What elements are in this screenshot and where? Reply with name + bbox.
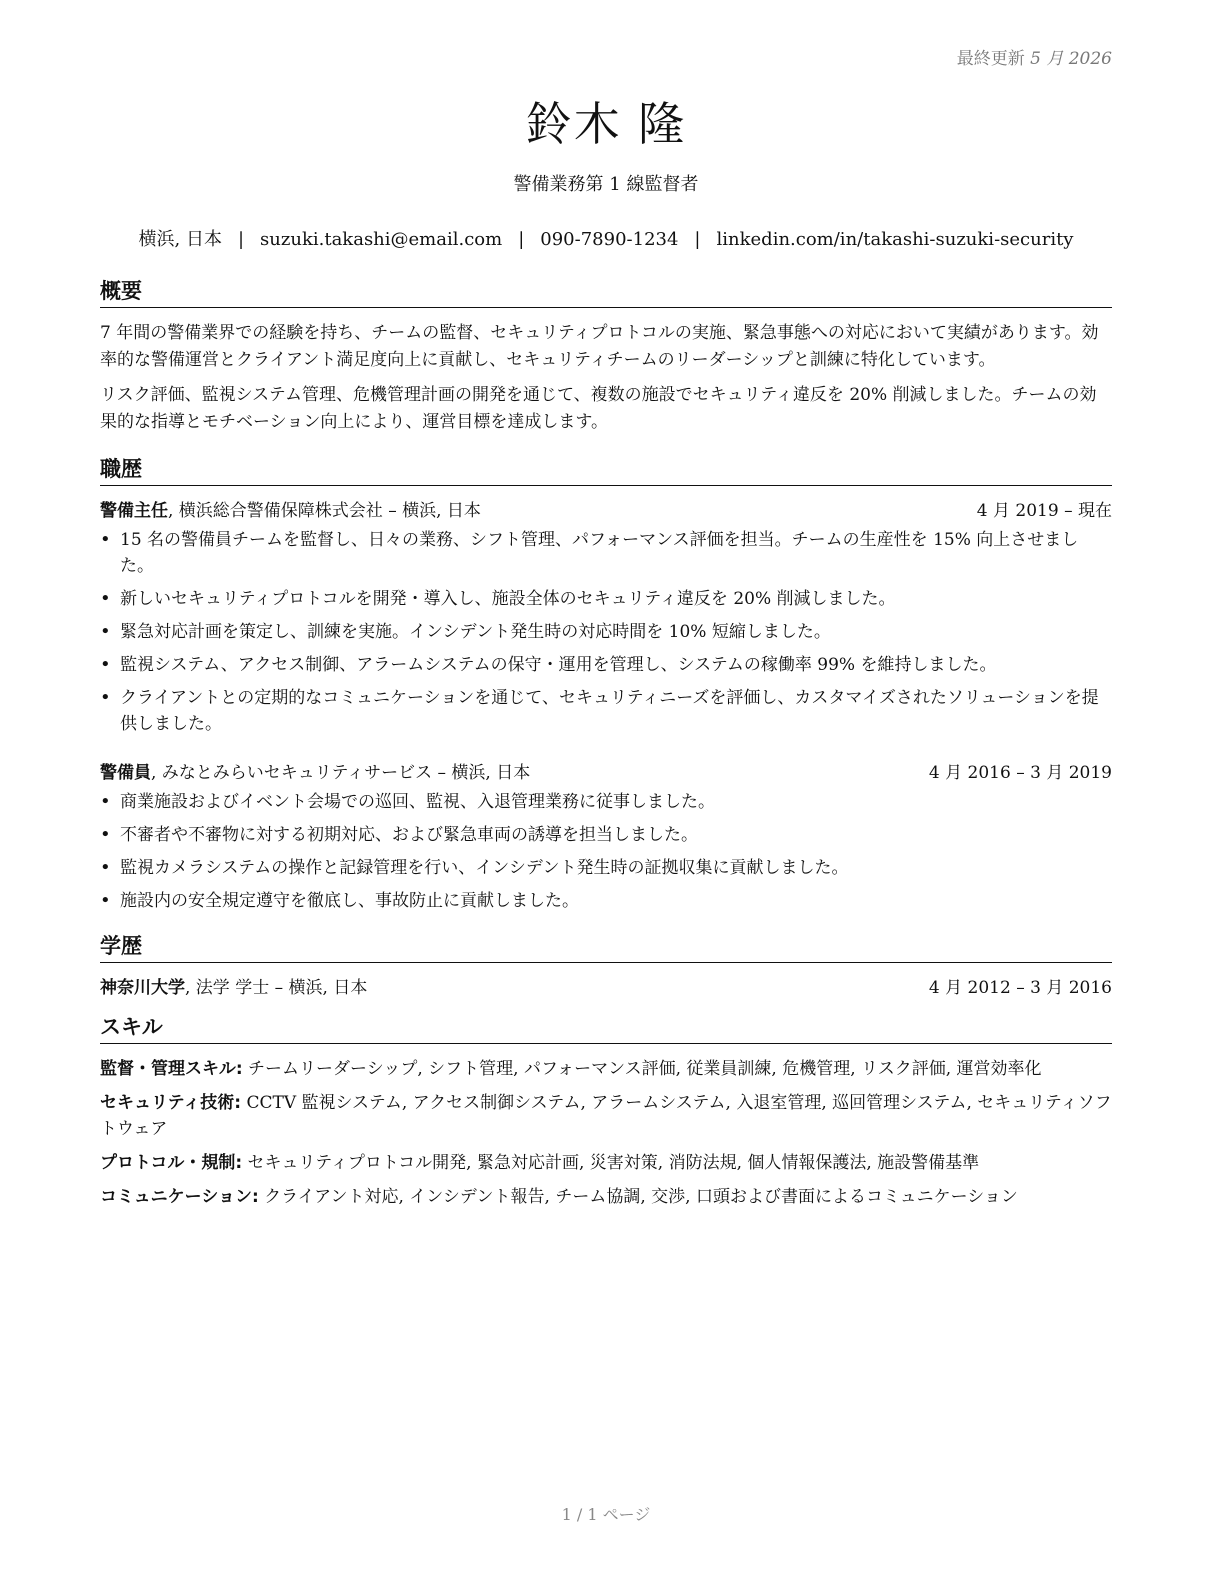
education-school: 神奈川大学 xyxy=(100,978,185,998)
skill-label: コミュニケーション: xyxy=(100,1187,259,1207)
contact-phone: 090-7890-1234 xyxy=(540,229,679,250)
skill-row xyxy=(100,1150,1112,1176)
education-detail: , 法学 学士 – 横浜, 日本 xyxy=(185,978,368,998)
job-header xyxy=(100,760,1112,787)
experience-section xyxy=(100,454,1112,914)
skill-value: CCTV 監視システム, アクセス制御システム, アラームシステム, 入退室管理, 巡回管理システム, セキュリティソフトウェア xyxy=(100,1093,1112,1139)
job-title-line xyxy=(100,498,481,525)
job-bullet: • 商業施設およびイベント会場での巡回、監視、入退管理業務に従事しました。 xyxy=(100,789,1112,815)
job-title-line xyxy=(100,760,530,787)
education-dates: 4 月 2012 – 3 月 2016 xyxy=(928,978,1112,998)
contact-separator: | xyxy=(694,229,701,250)
resume-content xyxy=(100,276,1112,1218)
experience-heading: 職歴 xyxy=(100,454,1112,486)
summary-section xyxy=(100,276,1112,436)
summary-paragraph: 7 年間の警備業界での経験を持ち、チームの監督、セキュリティプロトコルの実施、緊急事態への対応において実績があります。効率的な警備運営とクライアント満足度向上に貢献し、セキュリティチームのリーダーシップと訓練に特化しています。 xyxy=(100,323,1099,370)
last-updated-label: 最終更新 xyxy=(956,49,1025,69)
job-bullet: • 新しいセキュリティプロトコルを開発・導入し、施設全体のセキュリティ違反を 20% 削減しました。 xyxy=(100,586,1112,612)
page-number: 1 / 1 ページ xyxy=(561,1505,651,1524)
job-bullet: • 監視カメラシステムの操作と記録管理を行い、インシデント発生時の証拠収集に貢献しました。 xyxy=(100,855,1112,881)
contact-separator: | xyxy=(518,229,525,250)
skills-section xyxy=(100,1012,1112,1210)
skill-value: クライアント対応, インシデント報告, チーム協調, 交渉, 口頭および書面によるコミュニケーション xyxy=(258,1187,1018,1207)
job-bullet: • 監視システム、アクセス制御、アラームシステムの保守・運用を管理し、システムの稼働率 99% を維持しました。 xyxy=(100,652,1112,678)
job-bullets xyxy=(100,789,1112,914)
skill-row xyxy=(100,1184,1112,1210)
job-dates: 4 月 2019 – 現在 xyxy=(976,501,1112,521)
summary-heading: 概要 xyxy=(100,276,1112,308)
candidate-title: 警備業務第 1 線監督者 xyxy=(513,174,699,195)
job-org: , 横浜総合警備保障株式会社 – 横浜, 日本 xyxy=(168,501,481,521)
education-section xyxy=(100,931,1112,1002)
last-updated xyxy=(957,44,1112,69)
skill-row xyxy=(100,1090,1112,1142)
skill-row xyxy=(100,1056,1112,1082)
skill-value: セキュリティプロトコル開発, 緊急対応計画, 災害対策, 消防法規, 個人情報保護法, 施設警備基準 xyxy=(242,1153,980,1173)
skill-label: プロトコル・規制: xyxy=(100,1153,243,1173)
contact-separator: | xyxy=(237,229,245,250)
job-dates: 4 月 2016 – 3 月 2019 xyxy=(928,763,1112,783)
job-entry xyxy=(100,760,1112,914)
skill-label: セキュリティ技術: xyxy=(100,1093,242,1113)
job-bullet: • 不審者や不審物に対する初期対応、および緊急車両の誘導を担当しました。 xyxy=(100,822,1112,848)
last-updated-date: 5 月 2026 xyxy=(1030,49,1112,69)
resume-page xyxy=(100,0,1112,1584)
skill-value: チームリーダーシップ, シフト管理, パフォーマンス評価, 従業員訓練, 危機管理, リスク評価, 運営効率化 xyxy=(242,1059,1042,1079)
summary-paragraph: リスク評価、監視システム管理、危機管理計画の開発を通じて、複数の施設でセキュリティ違反を 20% 削減しました。チームの効果的な指導とモチベーション向上により、運営目標を達成します。 xyxy=(100,385,1097,432)
candidate-name: 鈴木 隆 xyxy=(525,97,687,151)
job-role: 警備員 xyxy=(100,763,151,783)
job-bullets xyxy=(100,527,1112,737)
job-role: 警備主任 xyxy=(100,501,168,521)
job-bullet: • 15 名の警備員チームを監督し、日々の業務、シフト管理、パフォーマンス評価を担当。チームの生産性を 15% 向上させました。 xyxy=(100,527,1112,579)
education-heading: 学歴 xyxy=(100,931,1112,963)
contact-line xyxy=(100,225,1112,251)
job-bullet: • 緊急対応計画を策定し、訓練を実施。インシデント発生時の対応時間を 10% 短縮しました。 xyxy=(100,619,1112,645)
skills-heading: スキル xyxy=(100,1012,1112,1044)
job-entry xyxy=(100,498,1112,737)
skill-label: 監督・管理スキル: xyxy=(100,1059,243,1079)
contact-linkedin[interactable]: linkedin.com/in/takashi-suzuki-security xyxy=(716,229,1074,250)
education-entry xyxy=(100,975,1112,1002)
contact-location: 横浜, 日本 xyxy=(138,229,222,250)
job-header xyxy=(100,498,1112,525)
job-org: , みなとみらいセキュリティサービス – 横浜, 日本 xyxy=(151,763,531,783)
job-bullet: • クライアントとの定期的なコミュニケーションを通じて、セキュリティニーズを評価し、カスタマイズされたソリューションを提供しました。 xyxy=(100,685,1112,737)
job-bullet: • 施設内の安全規定遵守を徹底し、事故防止に貢献しました。 xyxy=(100,888,1112,914)
contact-email[interactable]: suzuki.takashi@email.com xyxy=(260,229,503,250)
education-title-line xyxy=(100,975,367,1002)
